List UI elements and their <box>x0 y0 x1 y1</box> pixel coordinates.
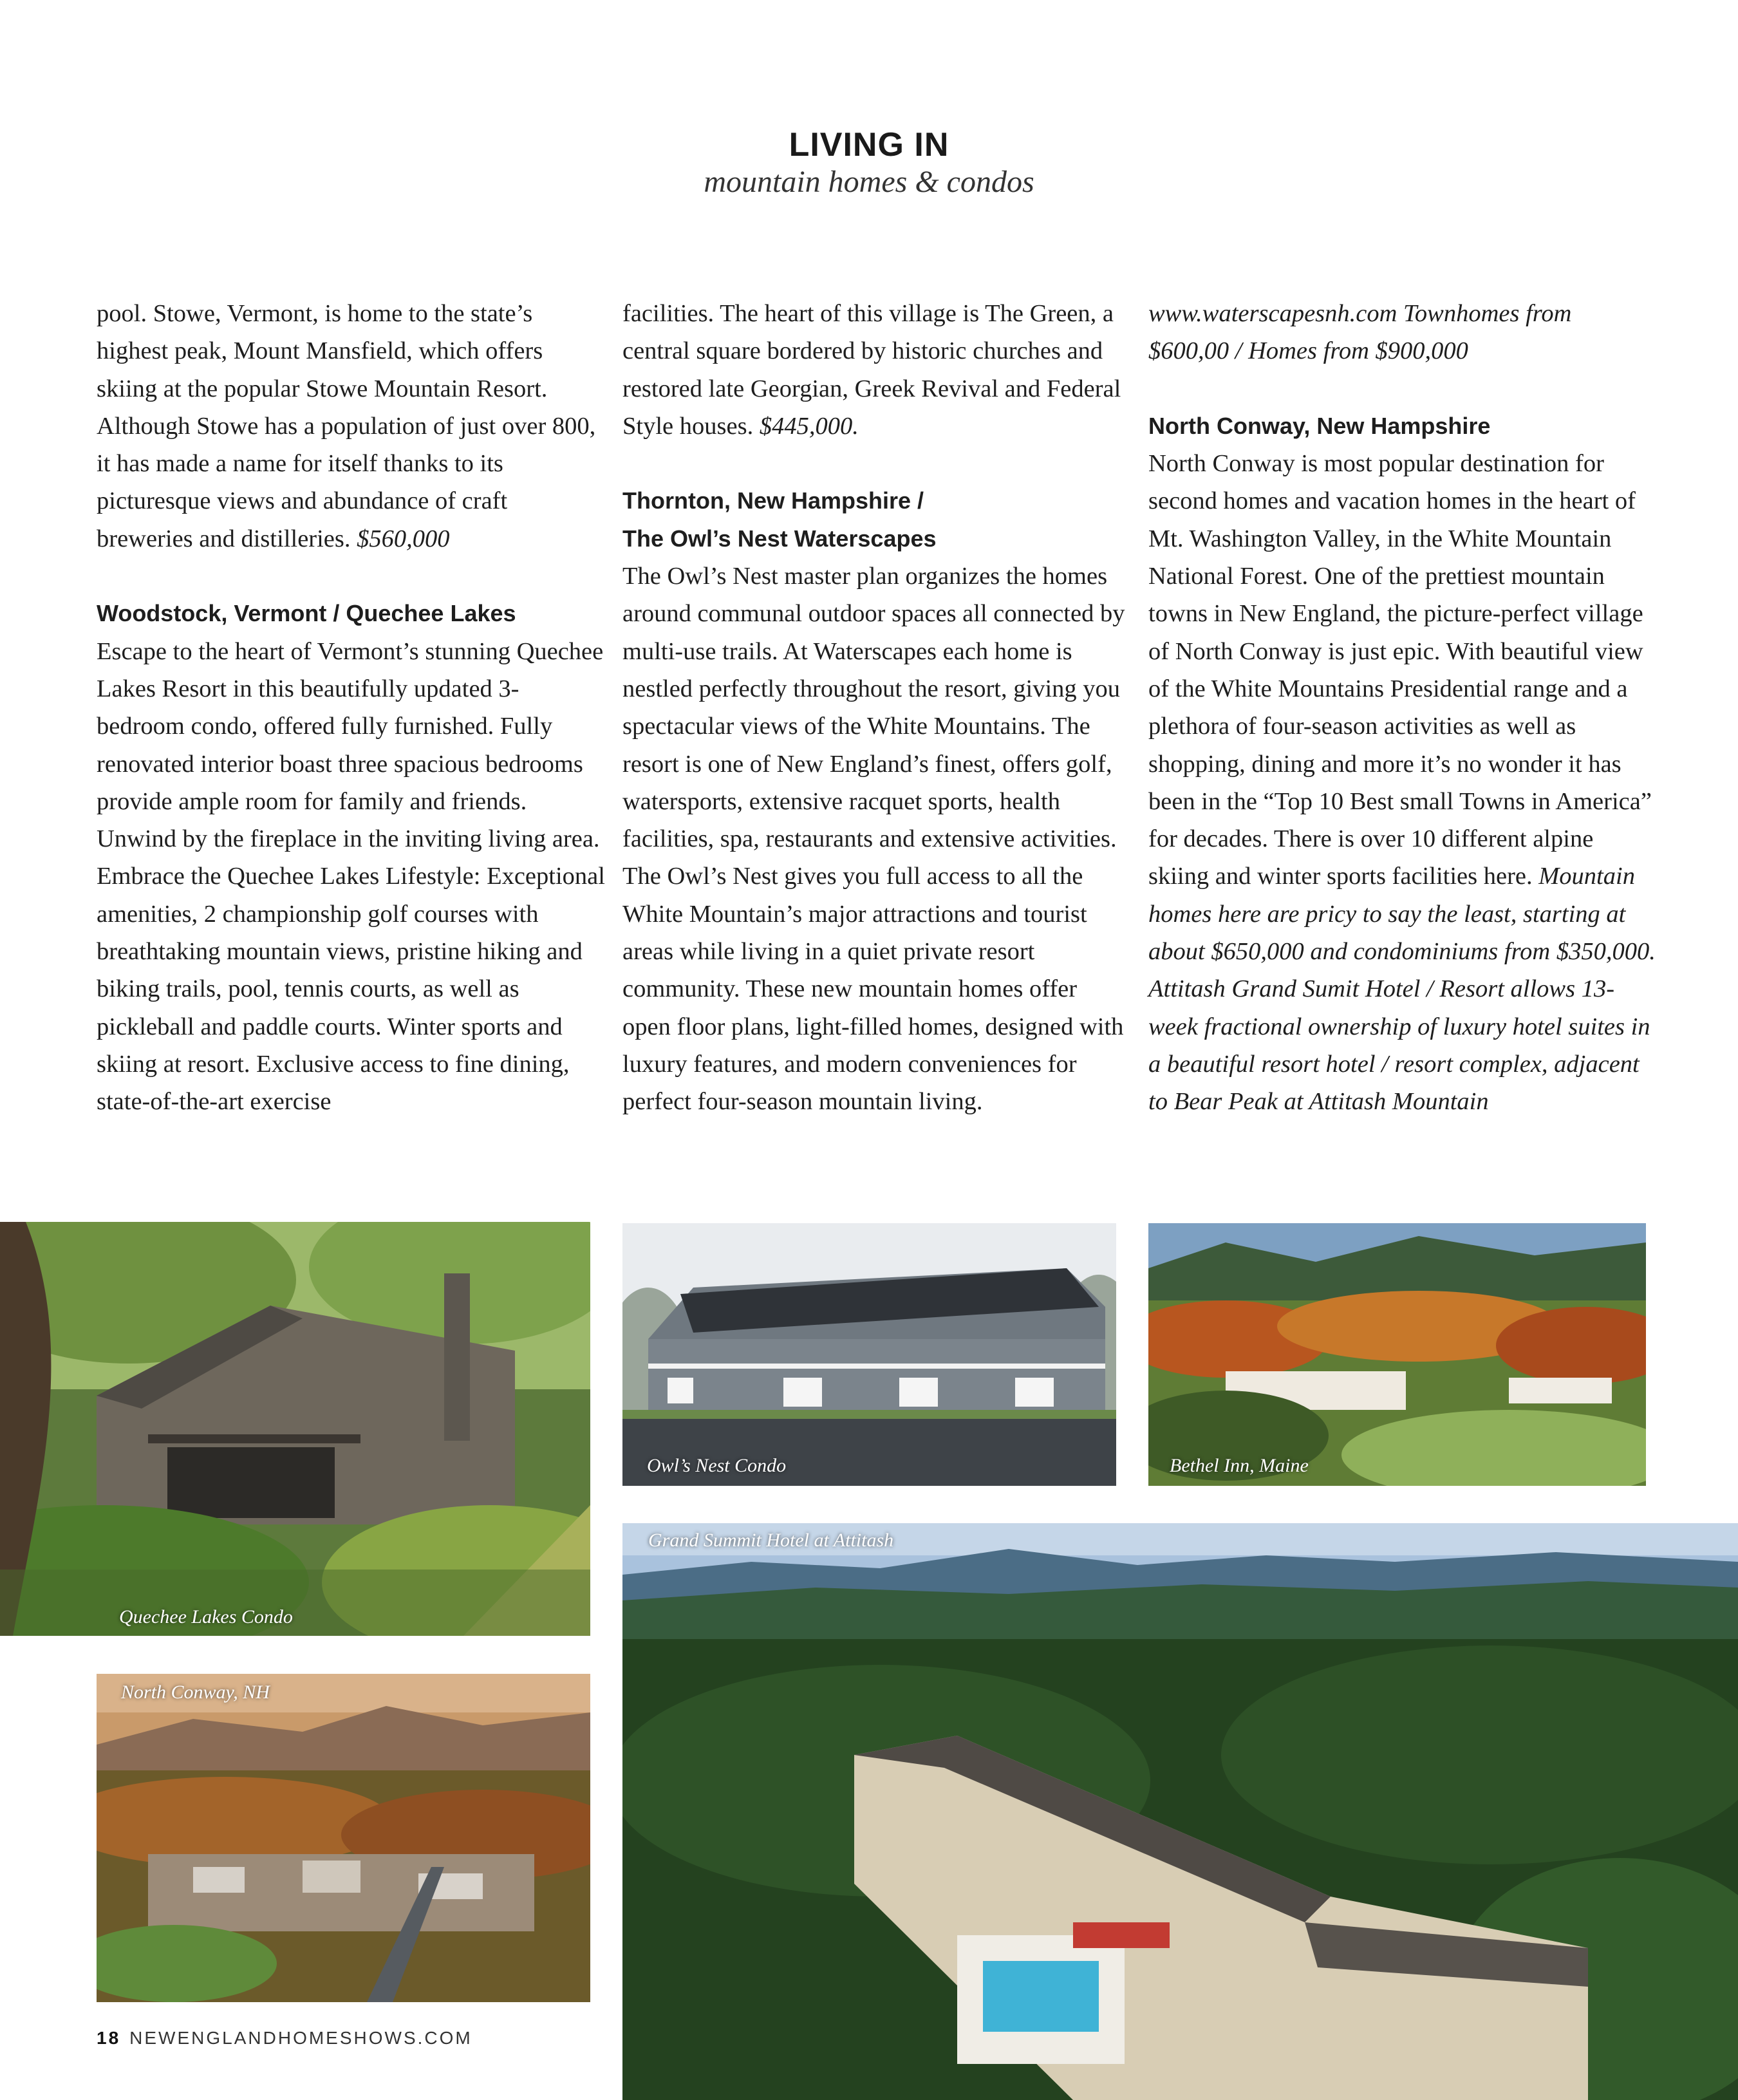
quechee-condo-photo <box>0 1222 590 1636</box>
page-header <box>0 126 1738 200</box>
bethel-caption: Bethel Inn, Maine <box>1170 1455 1309 1476</box>
owls-nest-photo <box>622 1223 1116 1486</box>
woodstock-body: Escape to the heart of Vermont’s stunning Quechee Lakes Resort in this beautifully updated 3-bedroom condo, offered fully furnished. Fully renovated interior boast three spacious bedrooms provide ample room for family and friends. Unwind by the fireplace in the inviting living area. Embrace the Quechee Lakes Lifestyle: Exceptional amenities, 2 championship golf courses with breathtaking mountain views, pristine hiking and biking trails, pool, tennis courts, as well as pickleball and paddle courts. Winter sports and skiing at resort. Exclusive access to fine dining, state-of-the-art exercise <box>97 637 605 1116</box>
article-column-2 <box>622 295 1131 1121</box>
page-footer <box>97 2028 472 2048</box>
website-url: NEWENGLANDHOMESHOWS.COM <box>129 2028 472 2048</box>
article-column-3 <box>1148 295 1657 1121</box>
grand-summit-caption: Grand Summit Hotel at Attitash <box>648 1530 894 1551</box>
north-conway-body: North Conway is most popular destination for second homes and vacation homes in the heart of Mt. Washington Valley, in the White Mountain National Forest. One of the prettiest mountain towns in New England, the picture-perfect village of North Conway is just epic. With beautiful view of the White Mountains Presidential range and a plethora of four-season activities as well as shopping, dining and more it’s no wonder it has been in the “Top 10 Best small Towns in America” for decades. There is over 10 different alpine skiing and winter sports facilities here. <box>1148 450 1652 890</box>
grand-summit-photo <box>622 1523 1738 2100</box>
col2-intro-price: $445,000. <box>759 412 859 440</box>
thornton-body: The Owl’s Nest master plan organizes the homes around communal outdoor spaces all connected by multi-use trails. At Waterscapes each home is nestled perfectly throughout the resort, giving you spectacular views of the White Mountains. The resort is one of New England’s finest, offers golf, watersports, extensive racquet sports, health facilities, spa, restaurants and extensive activities. The Owl’s Nest gives you full access to all the White Mountain’s major attractions and tourist areas while living in a quiet private resort community. These new mountain homes offer open floor plans, light-filled homes, designed with luxury features, and modern conveniences for perfect four-season mountain living. <box>622 563 1125 1116</box>
thornton-heading-line2: The Owl’s Nest Waterscapes <box>622 525 937 552</box>
owls-nest-caption: Owl’s Nest Condo <box>647 1455 787 1476</box>
north-conway-body-italic: Mountain homes here are pricy to say the least, starting at about $650,000 and condominiums from $350,000. Attitash Grand Sumit Hotel / Resort allows 13-week fractional ownership of luxury hotel suites in a beautiful resort hotel / resort complex, adjacent to Bear Peak at Attitash Mountain <box>1148 863 1656 1116</box>
col2-intro-text: facilities. The heart of this village is The Green, a central square bordered by historic churches and restored late Georgian, Greek Revival and Federal Style houses. <box>622 300 1121 440</box>
page-number: 18 <box>97 2028 121 2048</box>
north-conway-heading: North Conway, New Hampshire <box>1148 412 1491 439</box>
woodstock-heading: Woodstock, Vermont / Quechee Lakes <box>97 600 516 627</box>
bethel-inn-photo <box>1148 1223 1646 1486</box>
article-column-1 <box>97 295 605 1121</box>
col1-intro-price: $560,000 <box>357 525 450 552</box>
section-kicker: LIVING IN <box>789 126 949 164</box>
section-subhead: mountain homes & condos <box>704 165 1034 199</box>
col1-intro-text: pool. Stowe, Vermont, is home to the state’s highest peak, Mount Mansfield, which offers skiing at the popular Stowe Mountain Resort. Although Stowe has a population of just over 800, it has made a name for itself thanks to its picturesque views and abundance of craft breweries and distilleries. <box>97 300 596 552</box>
thornton-heading-line1: Thornton, New Hampshire / <box>622 487 924 514</box>
waterscapes-pricing: www.waterscapesnh.com Townhomes from $600,00 / Homes from $900,000 <box>1148 300 1572 365</box>
north-conway-caption: North Conway, NH <box>121 1682 270 1703</box>
north-conway-photo <box>97 1674 590 2002</box>
quechee-caption: Quechee Lakes Condo <box>119 1606 293 1627</box>
